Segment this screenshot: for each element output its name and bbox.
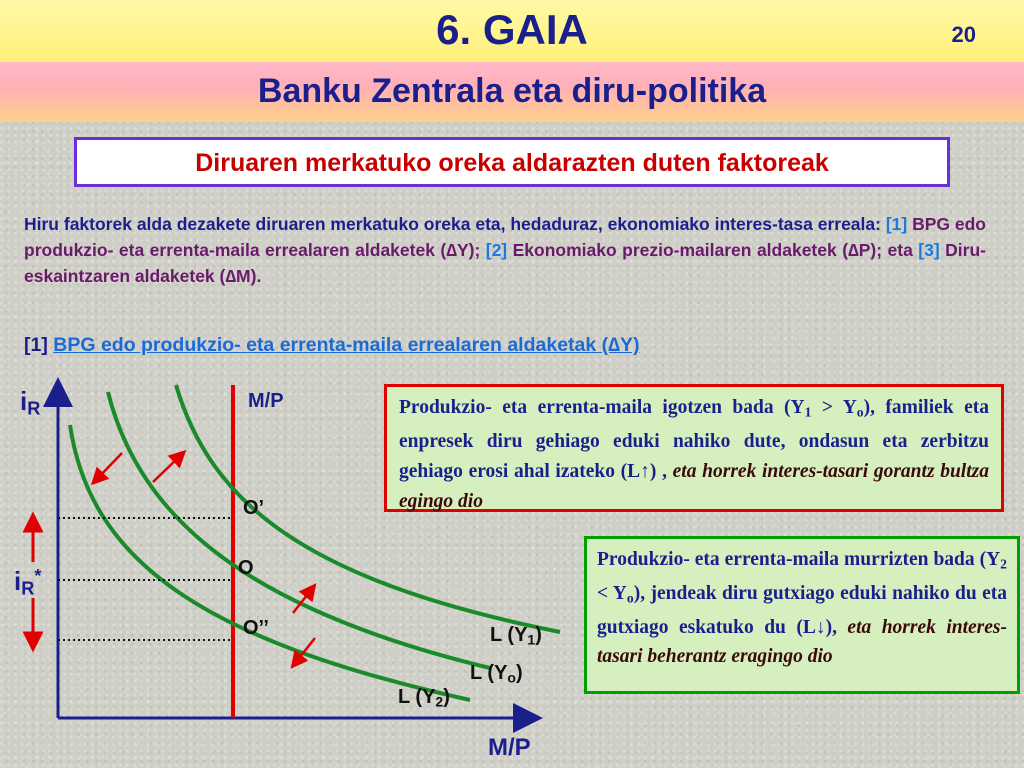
section-title: Diruaren merkatuko oreka aldarazten duten faktoreak bbox=[195, 149, 829, 177]
arrow-left-down bbox=[97, 453, 122, 479]
intro-text-4: Diru-eskaintzaren aldaketek (∆M). bbox=[24, 240, 986, 286]
intro-num-2: [2] bbox=[485, 240, 508, 260]
supply-label: M/P bbox=[248, 390, 284, 412]
decrease-explanation-box: Produkzio- eta errenta-maila murrizten bada $(Y_2 < Y_o)$, jendeak diru gutxiago eduki nahiko du eta gutxiago eskatuko du (L↓), eta horrek interes-tasari beherantz eragingo dio bbox=[584, 536, 1020, 694]
point-o-prime-label: O’ bbox=[243, 497, 265, 519]
curve-y0-label: L $(Y_o)$ bbox=[470, 662, 523, 686]
subheading-number: [1] bbox=[24, 334, 48, 356]
curve-y2-label: L $(Y_2)$ bbox=[398, 686, 450, 710]
slide-title: Banku Zentrala eta diru-politika bbox=[257, 72, 767, 110]
intro-num-3: [3] bbox=[918, 240, 940, 260]
x-axis-label: M/P bbox=[488, 734, 531, 761]
intro-text-3: Ekonomiako prezio-mailaren aldaketek (∆P); eta bbox=[507, 240, 919, 260]
subheading-text: BPG edo produkzio- eta errenta-maila errealaren aldaketak (∆Y) bbox=[53, 334, 640, 356]
y-axis-label: $i_R$ bbox=[20, 386, 41, 419]
point-o-double-prime-label: O’’ bbox=[243, 617, 269, 639]
page-number: 20 bbox=[951, 22, 976, 47]
curve-y1-label: L $(Y_1)$ bbox=[490, 624, 542, 648]
intro-text-1: Hiru faktorek alda dezakete diruaren merkatuko oreka eta, hedaduraz, ekonomiako interes-tasa erreala: bbox=[24, 214, 886, 234]
chapter-title: 6. GAIA bbox=[436, 6, 588, 53]
intro-num-1: [1] bbox=[885, 214, 908, 234]
increase-explanation-box: Produkzio- eta errenta-maila igotzen bada $(Y_1 > Y_o)$, familiek eta enpresek diru gehiago eduki nahiko dute, ondasun eta zerbitzu gehiago erosi ahal izateko (L↑) , eta horrek interes-tasari gorantz bultza egingo dio bbox=[384, 384, 1004, 512]
intro-text-2: BPG edo produkzio- eta errenta-maila errealaren aldaketek (∆Y); bbox=[24, 214, 986, 260]
equilibrium-rate-label: $i_R^*$ bbox=[14, 566, 42, 599]
arrow-right-up bbox=[153, 456, 180, 482]
point-o-label: O bbox=[238, 557, 254, 579]
